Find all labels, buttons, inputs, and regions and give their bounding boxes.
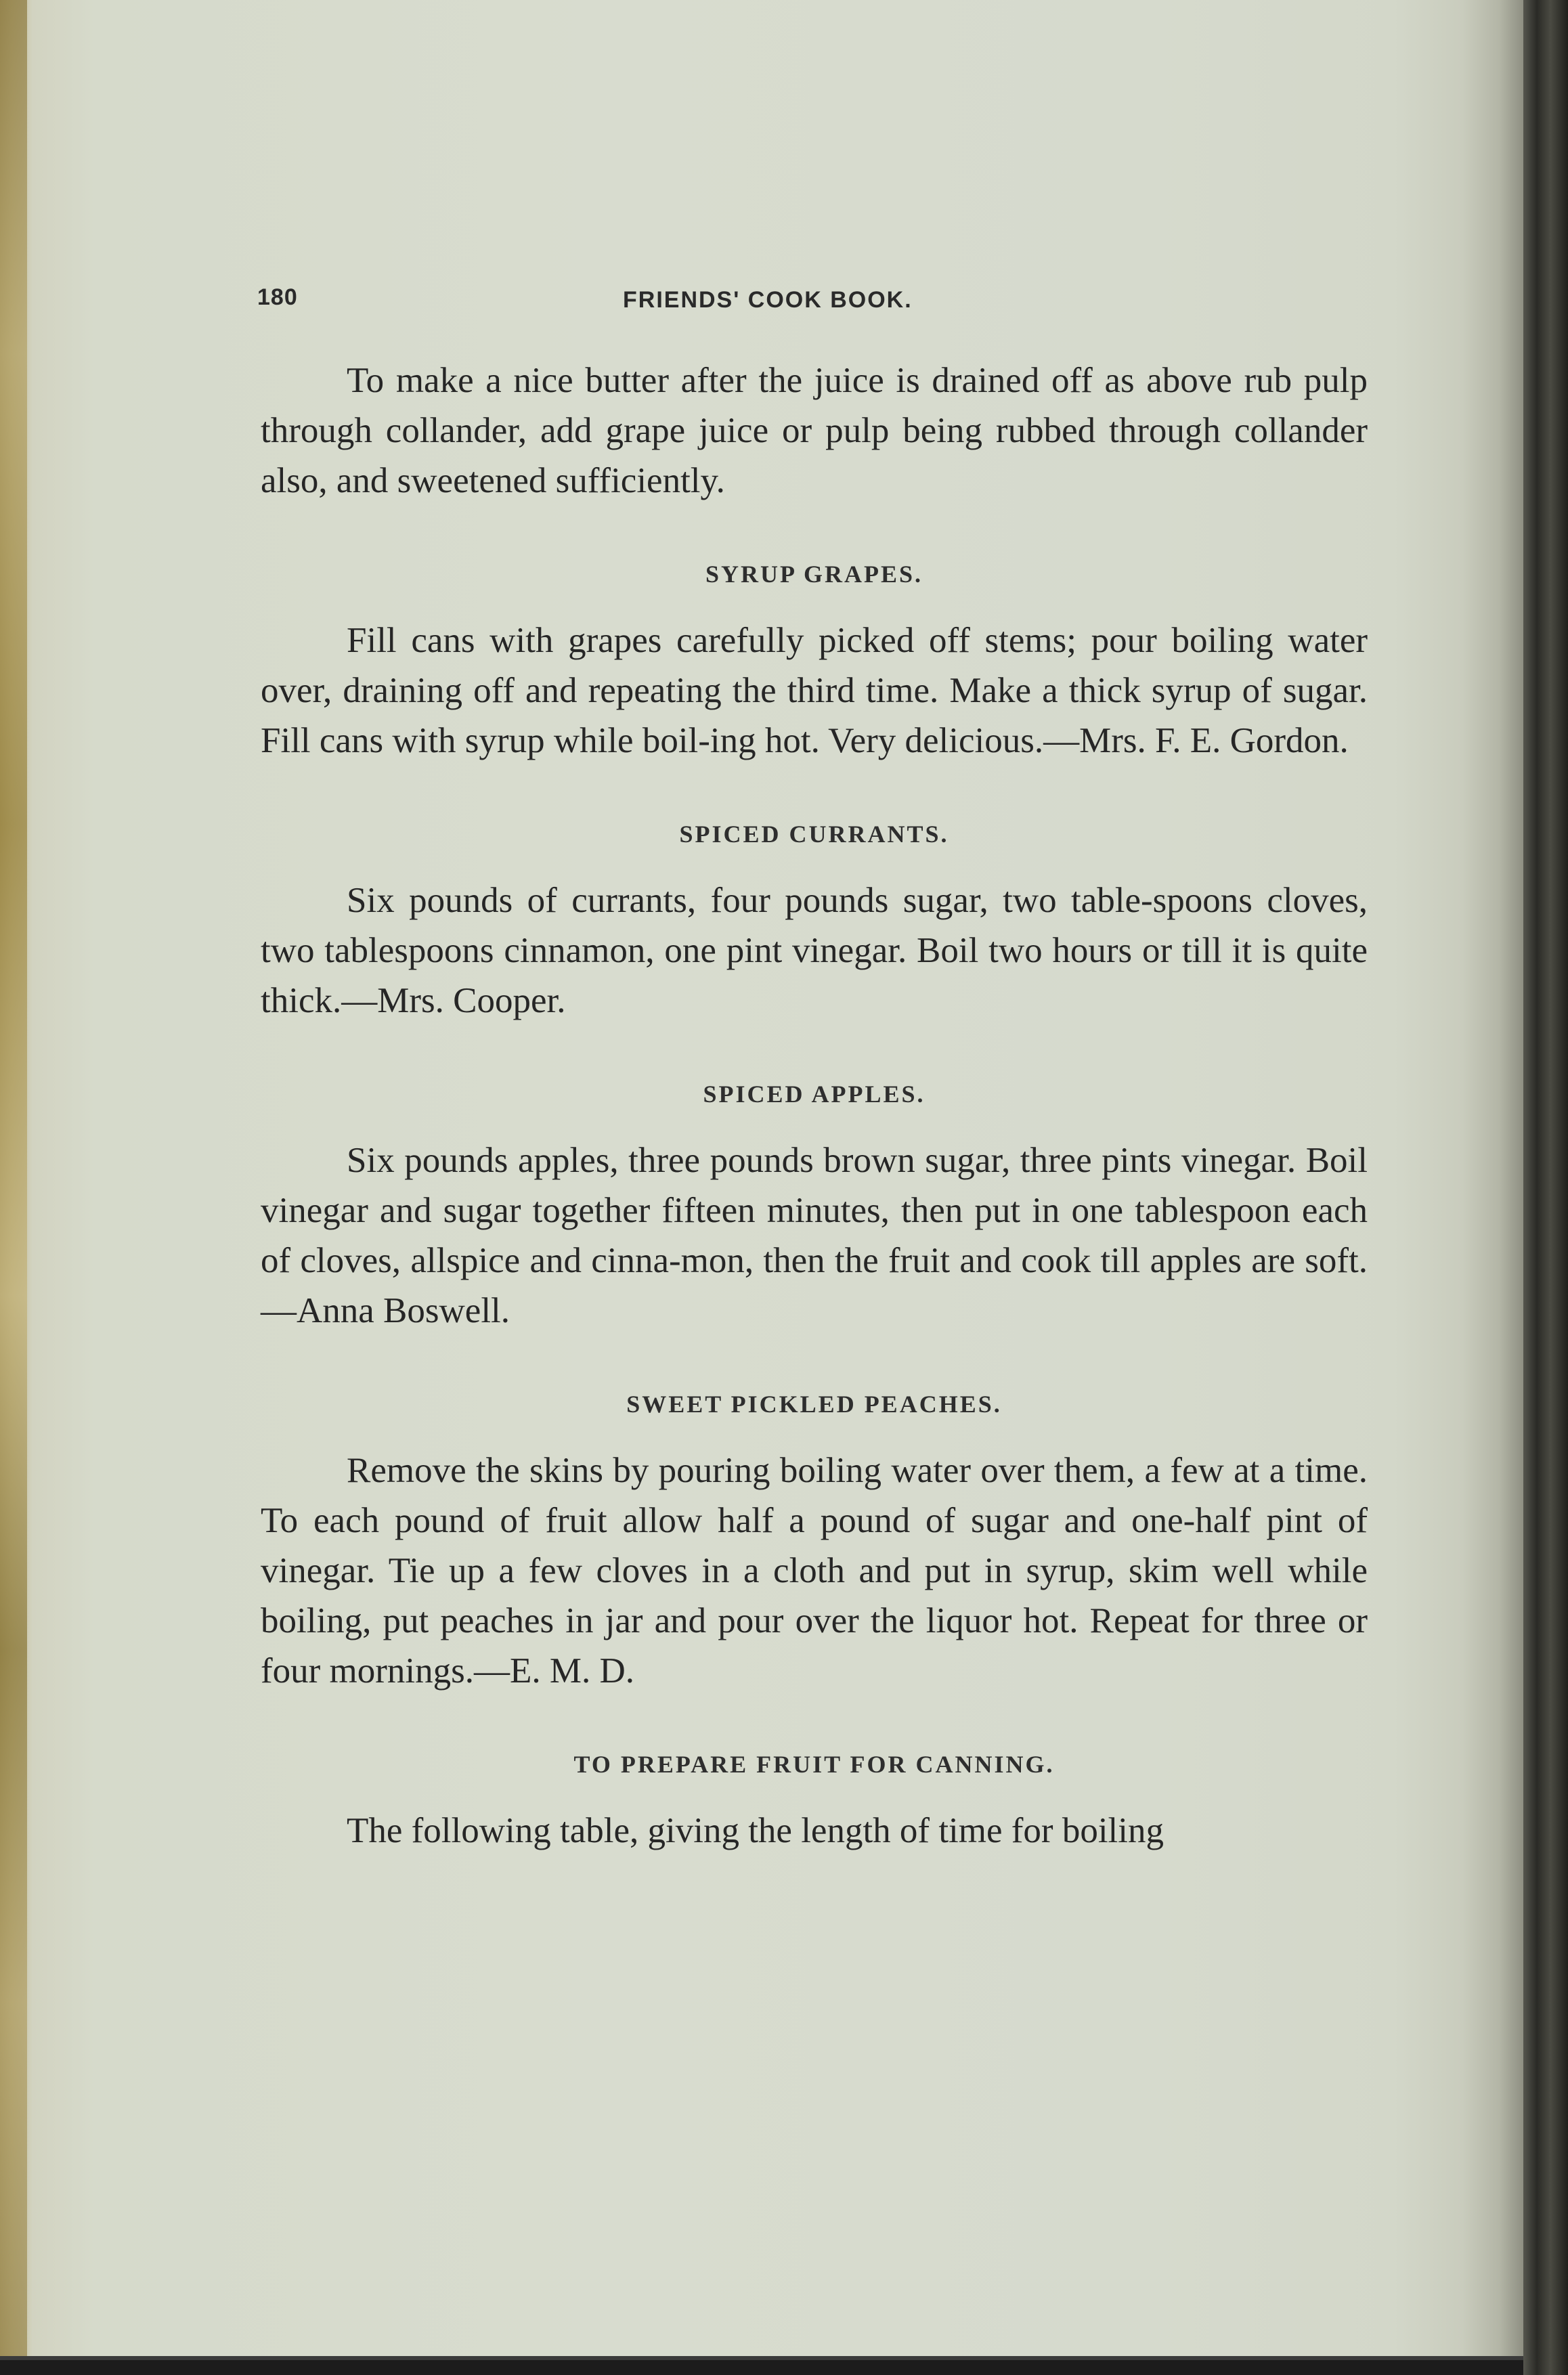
heading-prepare-fruit-canning: TO PREPARE FRUIT FOR CANNING.: [573, 1751, 1055, 1778]
heading-spiced-currants: SPICED CURRANTS.: [679, 821, 949, 848]
paragraph-sweet-pickled-peaches: Remove the skins by pouring boiling water over them, a few at a time. To each pound of fruit allow half a pound of sugar and one-half pint of vinegar. Tie up a few cloves in a cloth and put in syrup, skim well while boiling, put peaches in jar and pour over the liquor hot. Repeat for three or four mornings.—E. M. D.: [261, 1451, 1368, 1691]
heading-spiced-apples: SPICED APPLES.: [703, 1081, 925, 1108]
paragraph-spiced-currants: Six pounds of currants, four pounds sugar, two table-spoons cloves, two tablespoons cinnamon, one pint vinegar. Boil two hours or till it is quite thick.—Mrs. Cooper.: [261, 881, 1368, 1020]
paragraph-spiced-apples: Six pounds apples, three pounds brown sugar, three pints vinegar. Boil vinegar and sugar together fifteen minutes, then put in one tablespoon each of cloves, allspice and cinna-mon, then the fruit and cook till apples are soft.—Anna Boswell.: [261, 1141, 1368, 1330]
book-edge: [1523, 0, 1568, 2375]
heading-syrup-grapes: SYRUP GRAPES.: [705, 561, 923, 588]
page-number: 180: [257, 284, 298, 310]
running-title: FRIENDS' COOK BOOK.: [623, 287, 913, 313]
paragraph-syrup-grapes: Fill cans with grapes carefully picked off stems; pour boiling water over, draining off and repeating the third time. Make a thick syrup of sugar. Fill cans with syrup while boil-ing hot. Very delicious.—Mrs. F. E. Gordon.: [261, 621, 1368, 760]
page-content: [261, 355, 1368, 1856]
heading-sweet-pickled-peaches: SWEET PICKLED PEACHES.: [626, 1391, 1002, 1418]
page-spine-stain: [0, 0, 27, 2356]
paragraph-prepare-fruit-canning: The following table, giving the length of time for boiling: [347, 1811, 1164, 1850]
paragraph-grape-butter: To make a nice butter after the juice is drained off as above rub pulp through collander, add grape juice or pulp being rubbed through collander also, and sweetened sufficiently.: [261, 361, 1368, 500]
page-header: [257, 284, 1374, 325]
